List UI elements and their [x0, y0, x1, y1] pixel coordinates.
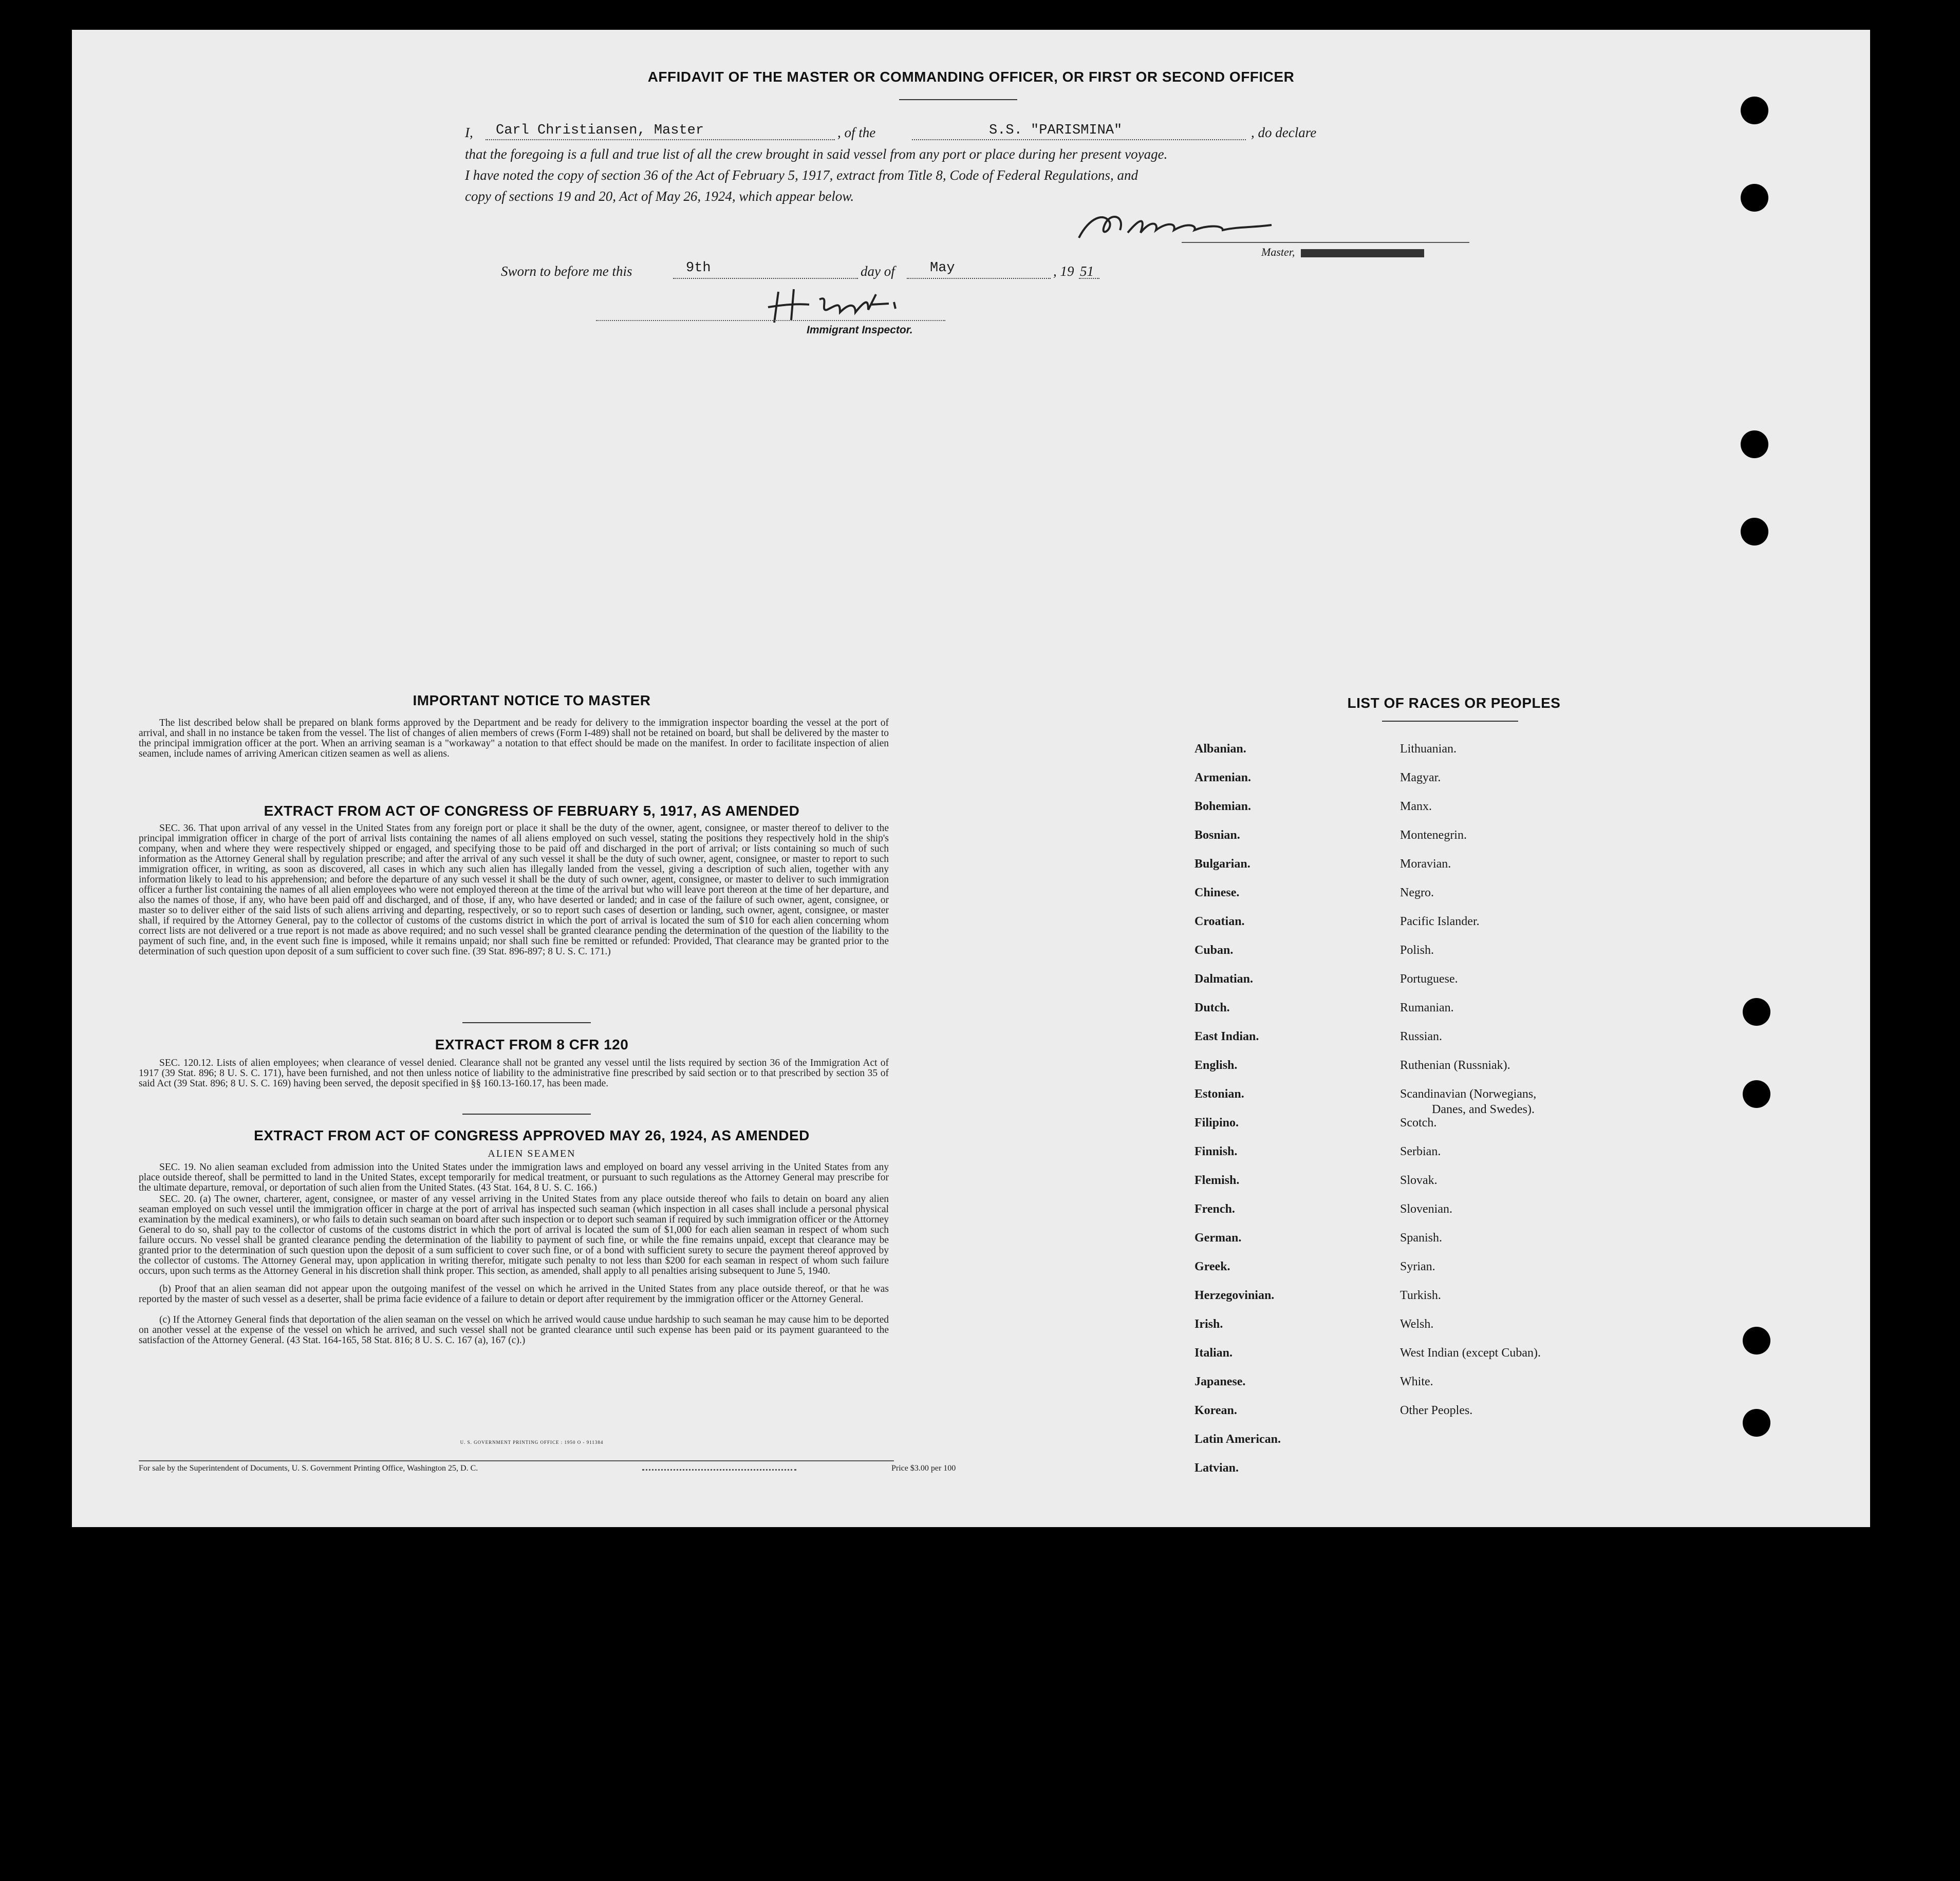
price-text: Price $3.00 per 100	[891, 1464, 956, 1473]
race-item: Spanish.	[1400, 1231, 1443, 1245]
race-item: Chinese.	[1194, 886, 1240, 899]
punch-hole	[1743, 1409, 1770, 1437]
master-label: Master,	[1261, 246, 1295, 258]
race-item: Lithuanian.	[1400, 742, 1457, 756]
race-item: Pacific Islander.	[1400, 915, 1480, 928]
master-caption	[1261, 246, 1424, 259]
footer-line	[139, 1464, 956, 1477]
race-item: French.	[1194, 1202, 1235, 1216]
race-item: Latvian.	[1194, 1461, 1239, 1475]
master-signature	[1069, 207, 1284, 246]
section-rule-2	[462, 1114, 591, 1115]
race-item: Finnish.	[1194, 1145, 1238, 1158]
sec20b-text: (b) Proof that an alien seaman did not appear upon the outgoing manifest of the vessel on which he arrived in the United States from any place outside thereof, or that he was reported by the master of such vessel as a deserter, shall be prima facie evidence of a failure to detain or deport after requirement by the immigration officer or the Attorney General.	[139, 1284, 889, 1305]
declaration-line-1	[465, 125, 1492, 145]
race-item: Rumanian.	[1400, 1001, 1454, 1014]
punch-hole	[1741, 97, 1768, 124]
year-line	[1079, 278, 1099, 279]
sworn-label: Sworn to before me this	[501, 264, 632, 279]
punch-hole	[1741, 518, 1768, 546]
inspector-signature-line	[596, 320, 945, 321]
race-item: Herzegovinian.	[1194, 1289, 1275, 1302]
struck-out-text	[1301, 249, 1424, 257]
race-item: Montenegrin.	[1400, 829, 1467, 842]
race-item: Latin American.	[1194, 1433, 1281, 1446]
race-item: Estonian.	[1194, 1087, 1244, 1101]
punch-hole	[1741, 184, 1768, 212]
notice-text: The list described below shall be prepared on blank forms approved by the Department and be ready for delivery to the immigration inspector boarding the vessel at the port of arrival, and shall in no instance be taken from the vessel. The list of changes of alien members of crews (Form I-489) shall not be retained on board, but shall be delivered by the master to the principal immigration officer at the port. When an arriving seaman is a "workaway" a notation to that effect should be made on the manifest. In order to facilitate inspection of alien seamen, include names of arriving American citizen seamen as well as aliens.	[139, 718, 889, 759]
vessel-value: S.S. "PARISMINA"	[989, 123, 1123, 138]
extract-8cfr-text: SEC. 120.12. Lists of alien employees; when clearance of vessel denied. Clearance shall not be granted any vessel until the lists required by section 36 of the Immigration Act of 1917 (39 Stat. 896; 8 U. S. C. 171), have been furnished, and not then unless notice of liability to the administrative fine prescribed by said section or to that prescribed by section 35 of said Act (39 Stat. 896; 8 U. S. C. 169) having been served, the deposit specified in §§ 160.13-160.17, has been made.	[139, 1058, 889, 1089]
race-item: Danes, and Swedes).	[1432, 1103, 1535, 1116]
race-item: Polish.	[1400, 944, 1434, 957]
race-item: Magyar.	[1400, 771, 1441, 784]
race-item: Bohemian.	[1194, 800, 1252, 813]
races-title: LIST OF RACES OR PEOPLES	[1347, 695, 1561, 711]
footer-rule	[139, 1460, 894, 1461]
race-item: Bosnian.	[1194, 829, 1240, 842]
race-item: Italian.	[1194, 1346, 1233, 1360]
race-item: Manx.	[1400, 800, 1432, 813]
extract-8cfr-title: EXTRACT FROM 8 CFR 120	[435, 1037, 629, 1052]
race-item: Slovak.	[1400, 1174, 1438, 1187]
sec20-text: SEC. 20. (a) The owner, charterer, agent, consignee, or master of any vessel arriving in the United States from any place outside thereof who fails to detain on board any alien seaman employed on such vessel until the immigration officer in charge at the port of arrival has inspected such seaman (which inspection in all cases shall include a personal physical examination by the medical examiners), or who fails to detain such seaman on board after such inspection or to deport such seaman if required by such immigration officer or the Attorney General to do so, shall pay to the collector of customs of the customs district in which the port of arrival is located the sum of $1,000 for each alien seaman in respect of whom such failure occurs. No vessel shall be granted clearance pending the determination of the liability to payment of such fine, or while the fine remains unpaid, except that clearance may be granted prior to the determination of such question upon the deposit of a sum sufficient to cover such fine, or of a bond with sufficient surety to secure the payment thereof approved by the collector of customs. The Attorney General may, upon application in writing therefor, mitigate such penalty to not less than $200 for each seaman in respect of whom such failure occurs, upon such terms as the Attorney General in his discretion shall think proper. This section, as amended, shall apply to all penalties arising subsequent to June 5, 1940.	[139, 1194, 889, 1276]
race-item: Dutch.	[1194, 1001, 1230, 1014]
inspector-label: Immigrant Inspector.	[807, 324, 913, 336]
declaration-line-2: that the foregoing is a full and true list of all the crew brought in said vessel from any port or place during her present voyage.	[465, 146, 1168, 162]
race-item: Filipino.	[1194, 1116, 1239, 1130]
race-item: Bulgarian.	[1194, 857, 1250, 871]
inspector-signature	[763, 284, 927, 328]
race-item: Turkish.	[1400, 1289, 1441, 1302]
race-item: Moravian.	[1400, 857, 1451, 871]
year-prefix: , 19	[1053, 264, 1074, 279]
extract-1917-text: SEC. 36. That upon arrival of any vessel in the United States from any foreign port or place it shall be the duty of the owner, agent, consignee, or master thereof to deliver to the principal immigration officer in charge of the port of arrival lists containing the names of all aliens employed on such vessel, stating the positions they respectively hold in the ship's company, when and where they were respectively shipped or engaged, and specifying those to be paid off and discharged in the port of arrival; or lists containing so much of such information as the Attorney General shall by regulation prescribe; and after the arrival of any such vessel it shall be the duty of such owner, agent, consignee, or master to report to such immigration officer, in writing, as soon as discovered, all cases in which any such alien has illegally landed from the vessel, giving a description of such alien, together with any information likely to lead to his apprehension; and before the departure of any such vessel it shall be the duty of such owner, agent, consignee, or master to deliver to such immigration officer a further list containing the names of all alien employees who were not employed thereon at the time of the arrival but who will leave port thereon at the time of her departure, and also the names of those, if any, who have been paid off and discharged, and of those, if any, who have deserted or landed; and in case of the failure of such owner, agent, consignee, or master so to deliver either of the said lists of such aliens arriving and departing, respectively, or so to report such cases of desertion or landing, such owner, agent, consignee, or master shall, if required by the Attorney General, pay to the collector of customs of the customs district in which the port of arrival is located the sum of $10 for each alien concerning whom correct lists are not delivered or a true report is not made as above required; and no such vessel shall be granted clearance pending the determination of the question of the liability to the payment of such fine, and, in the event such fine is imposed, while it remains unpaid; nor shall such fine be remitted or refunded: Provided, That clearance may be granted prior to the determination of such question upon deposit of a sum sufficient to cover such fine. (39 Stat. 896-897; 8 U. S. C. 171.)	[139, 823, 889, 957]
name-value: Carl Christiansen, Master	[496, 123, 704, 138]
sworn-line	[501, 260, 1323, 284]
affidavit-title: AFFIDAVIT OF THE MASTER OR COMMANDING OFFICER, OR FIRST OR SECOND OFFICER	[647, 69, 1295, 85]
section-rule-1	[462, 1022, 591, 1023]
footer-leader	[642, 1469, 796, 1471]
race-item: Scotch.	[1400, 1116, 1437, 1130]
punch-hole	[1741, 430, 1768, 458]
race-item: Serbian.	[1400, 1145, 1441, 1158]
race-item: Flemish.	[1194, 1174, 1240, 1187]
race-item: English.	[1194, 1059, 1238, 1072]
form-page	[72, 30, 1870, 1527]
race-item: German.	[1194, 1231, 1242, 1245]
race-item: Irish.	[1194, 1318, 1223, 1331]
name-line	[486, 139, 835, 140]
punch-hole	[1743, 998, 1770, 1026]
do-declare-label: , do declare	[1251, 125, 1317, 140]
race-item: Syrian.	[1400, 1260, 1435, 1273]
month-value: May	[930, 260, 955, 276]
printing-office: U. S. GOVERNMENT PRINTING OFFICE : 1950 O - 911384	[460, 1440, 604, 1445]
for-sale-text: For sale by the Superintendent of Documents, U. S. Government Printing Office, Washington 25, D. C.	[139, 1464, 478, 1473]
year-value: 51	[1080, 264, 1094, 279]
day-of-label: day of	[861, 264, 895, 279]
race-item: Korean.	[1194, 1404, 1237, 1417]
vessel-line	[912, 139, 1246, 140]
race-item: Greek.	[1194, 1260, 1230, 1273]
race-item: Albanian.	[1194, 742, 1246, 756]
race-item: Dalmatian.	[1194, 972, 1253, 986]
race-item: West Indian (except Cuban).	[1400, 1346, 1541, 1360]
notice-title: IMPORTANT NOTICE TO MASTER	[413, 692, 651, 708]
race-item: Scandinavian (Norwegians,	[1400, 1087, 1537, 1101]
month-line	[907, 278, 1051, 279]
declaration-line-4: copy of sections 19 and 20, Act of May 26, 1924, which appear below.	[465, 189, 854, 204]
race-item: Croatian.	[1194, 915, 1245, 928]
punch-hole	[1743, 1327, 1770, 1355]
race-item: White.	[1400, 1375, 1433, 1388]
race-item: East Indian.	[1194, 1030, 1259, 1043]
sec20c-text: (c) If the Attorney General finds that deportation of the alien seaman on the vessel on which he arrived would cause undue hardship to such seaman he may cause him to be deported on another vessel at the expense of the vessel on which he arrived, and such vessel shall not be granted clearance until such expense has been paid or its payment guaranteed to the satisfaction of the Attorney General. (43 Stat. 164-165, 58 Stat. 816; 8 U. S. C. 167 (a), 167 (c).)	[139, 1314, 889, 1346]
day-value: 9th	[686, 260, 711, 276]
race-item: Portuguese.	[1400, 972, 1458, 986]
race-item: Japanese.	[1194, 1375, 1246, 1388]
races-title-rule	[1382, 721, 1518, 722]
of-the-label: , of the	[837, 125, 876, 140]
day-line	[673, 278, 858, 279]
title-rule	[899, 99, 1017, 100]
race-item: Russian.	[1400, 1030, 1443, 1043]
extract-1917-title: EXTRACT FROM ACT OF CONGRESS OF FEBRUARY 5, 1917, AS AMENDED	[264, 803, 800, 819]
race-item: Cuban.	[1194, 944, 1234, 957]
declaration-line-3: I have noted the copy of section 36 of the Act of February 5, 1917, extract from Title 8, Code of Federal Regulations, and	[465, 167, 1138, 183]
race-item: Welsh.	[1400, 1318, 1434, 1331]
alien-seamen-subtitle: ALIEN SEAMEN	[488, 1148, 576, 1159]
punch-hole	[1743, 1080, 1770, 1108]
race-item: Negro.	[1400, 886, 1434, 899]
race-item: Slovenian.	[1400, 1202, 1452, 1216]
race-item: Armenian.	[1194, 771, 1251, 784]
sec19-text: SEC. 19. No alien seaman excluded from admission into the United States under the immigration laws and employed on board any vessel arriving in the United States from any place outside thereof, shall be permitted to land in the United States, except temporarily for medical treatment, or pursuant to such regulations as the Attorney General may prescribe for the ultimate departure, removal, or deportation of such alien from the United States. (43 Stat. 164, 8 U. S. C. 166.)	[139, 1162, 889, 1193]
extract-1924-title: EXTRACT FROM ACT OF CONGRESS APPROVED MAY 26, 1924, AS AMENDED	[254, 1127, 810, 1143]
race-item: Other Peoples.	[1400, 1404, 1473, 1417]
race-item: Ruthenian (Russniak).	[1400, 1059, 1510, 1072]
master-signature-line	[1182, 242, 1469, 243]
i-label: I,	[465, 125, 473, 140]
